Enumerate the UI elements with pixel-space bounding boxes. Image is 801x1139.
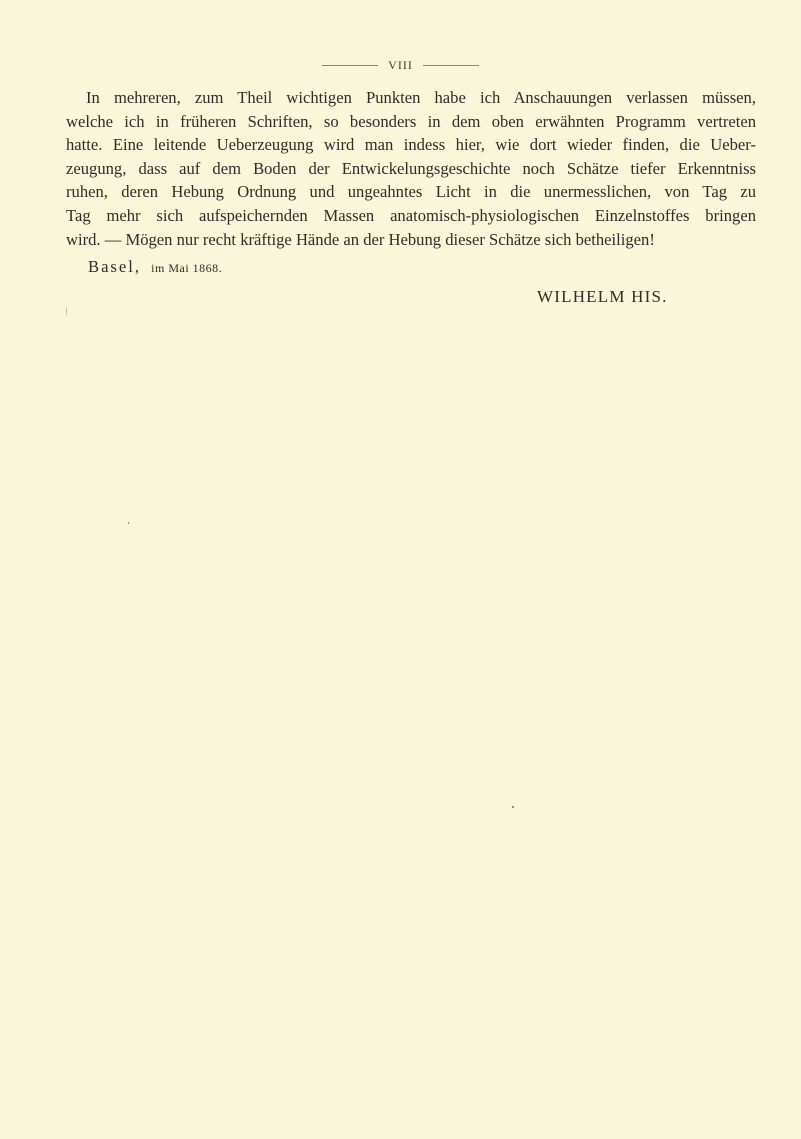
paragraph-line: hatte. Eine leitende Ueberzeugung wird man indess hier, wie dort wieder finden, die Ueber- — [66, 135, 756, 155]
paragraph-line: ruhen, deren Hebung Ordnung und ungeahntes Licht in die unermesslichen, von Tag zu — [66, 182, 756, 202]
paragraph-line: zeugung, dass auf dem Boden der Entwickelungsgeschichte noch Schätze tiefer Erkenntniss — [66, 158, 756, 178]
header-rule-left — [322, 65, 378, 66]
body-paragraph — [66, 86, 756, 251]
paper-speck — [66, 306, 67, 316]
header-rule-right — [423, 65, 479, 66]
closing-date: im Mai 1868. — [151, 261, 223, 275]
closing-place: Basel, — [88, 257, 142, 276]
page-number: VIII — [388, 58, 413, 72]
paper-speck — [128, 522, 129, 524]
paper-speck — [512, 806, 514, 808]
paragraph-line: Tag mehr sich aufspeichernden Massen anatomisch-physiologischen Einzelnstoffes bringen — [66, 205, 756, 225]
place-date-line — [88, 257, 222, 277]
author-signature: WILHELM HIS. — [537, 287, 668, 306]
paragraph-line: welche ich in früheren Schriften, so besonders in dem oben erwähnten Programm vertreten — [66, 111, 756, 131]
paragraph-line: wird. — Mögen nur recht kräftige Hände an der Hebung dieser Schätze sich betheiligen! — [66, 229, 655, 249]
paragraph-line: In mehreren, zum Theil wichtigen Punkten habe ich Anschauungen verlassen müssen, — [86, 88, 756, 107]
page-header — [0, 58, 801, 73]
